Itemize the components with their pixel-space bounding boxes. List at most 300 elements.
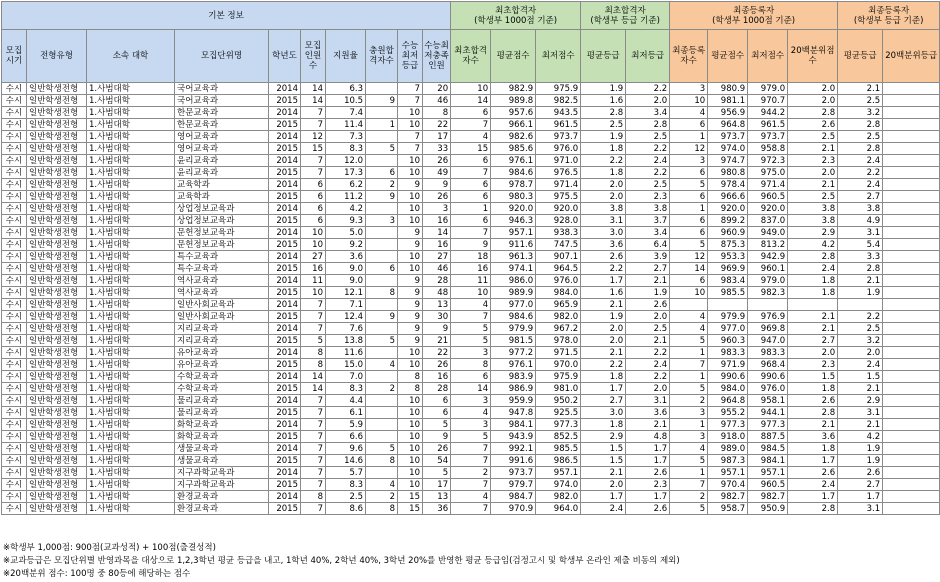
table-cell: 2.3 — [626, 479, 670, 491]
table-cell: 10 — [398, 167, 423, 179]
table-cell: 수시 — [2, 431, 27, 443]
table-cell — [883, 143, 940, 155]
table-cell: 2.6 — [581, 251, 626, 263]
table-cell: 16 — [423, 371, 451, 383]
column-header: 20백분위등급 — [883, 30, 940, 83]
table-cell: 수시 — [2, 491, 27, 503]
table-cell: 2.5 — [581, 119, 626, 131]
table-cell: 3.1 — [838, 227, 883, 239]
table-cell: 10 — [398, 215, 423, 227]
table-cell: 1.사범대학 — [87, 83, 175, 95]
table-cell: 7 — [398, 131, 423, 143]
table-cell: 2.8 — [788, 407, 838, 419]
table-cell: 7.0 — [326, 371, 366, 383]
table-cell — [883, 215, 940, 227]
table-cell — [883, 323, 940, 335]
table-cell: 2015 — [269, 215, 301, 227]
table-cell: 943.9 — [491, 431, 536, 443]
column-header: 20백분위점수 — [788, 30, 838, 83]
footnote-percentile: ※20백분위 점수: 100명 중 80등에 해당하는 점수 — [3, 569, 191, 579]
table-cell: 4 — [670, 107, 708, 119]
table-cell: 수시 — [2, 383, 27, 395]
table-cell: 일반학생전형 — [27, 203, 87, 215]
table-cell: 967.2 — [536, 323, 581, 335]
table-cell: 1.사범대학 — [87, 335, 175, 347]
table-cell: 7 — [301, 311, 326, 323]
table-cell: 907.1 — [536, 251, 581, 263]
table-cell: 2015 — [269, 287, 301, 299]
table-cell: 1.8 — [788, 443, 838, 455]
table-cell: 6 — [423, 395, 451, 407]
table-cell: 1.사범대학 — [87, 455, 175, 467]
column-header: 소속 대학 — [87, 30, 175, 83]
column-header: 평균점수 — [491, 30, 536, 83]
column-header: 최저점수 — [748, 30, 788, 83]
table-cell — [788, 299, 838, 311]
table-row — [2, 323, 940, 335]
table-cell: 2.1 — [626, 335, 670, 347]
table-cell: 2.5 — [626, 323, 670, 335]
table-cell: 1 — [670, 419, 708, 431]
table-cell: 10 — [398, 191, 423, 203]
table-cell: 3.8 — [581, 203, 626, 215]
table-cell: 일반학생전형 — [27, 227, 87, 239]
table-cell: 1.사범대학 — [87, 215, 175, 227]
table-cell: 2014 — [269, 395, 301, 407]
table-cell: 971.9 — [708, 359, 748, 371]
table-cell: 일반학생전형 — [27, 455, 87, 467]
table-cell: 975.5 — [536, 191, 581, 203]
table-cell: 1 — [451, 203, 491, 215]
group-enrolled-grade: 최종등록자 (학생부 등급 기준) — [838, 2, 940, 30]
table-cell: 7.3 — [326, 131, 366, 143]
table-cell: 9.2 — [326, 239, 366, 251]
table-cell — [366, 323, 398, 335]
table-cell: 981.1 — [708, 95, 748, 107]
table-cell: 2.3 — [788, 155, 838, 167]
table-cell: 2.7 — [838, 191, 883, 203]
table-cell: 3.6 — [788, 431, 838, 443]
table-cell: 2.6 — [788, 119, 838, 131]
table-cell: 1.7 — [838, 491, 883, 503]
table-cell — [883, 395, 940, 407]
table-cell: 11 — [451, 275, 491, 287]
table-cell: 1.7 — [788, 455, 838, 467]
table-cell: 물리교육과 — [175, 395, 269, 407]
table-cell: 5 — [670, 239, 708, 251]
table-cell: 6 — [451, 155, 491, 167]
table-cell: 17 — [423, 479, 451, 491]
table-cell: 3 — [451, 347, 491, 359]
table-cell: 1.사범대학 — [87, 323, 175, 335]
table-cell: 7 — [301, 443, 326, 455]
table-cell — [366, 419, 398, 431]
table-cell: 977.3 — [536, 419, 581, 431]
table-cell — [883, 299, 940, 311]
table-cell: 일반학생전형 — [27, 335, 87, 347]
table-cell: 3 — [423, 203, 451, 215]
table-cell: 9 — [398, 239, 423, 251]
table-cell — [883, 455, 940, 467]
table-row — [2, 179, 940, 191]
table-cell: 1.7 — [581, 491, 626, 503]
table-cell: 960.5 — [748, 479, 788, 491]
table-cell: 6 — [670, 119, 708, 131]
table-cell: 6 — [301, 191, 326, 203]
table-cell: 2.3 — [626, 191, 670, 203]
table-row — [2, 455, 940, 467]
column-header: 평균점수 — [708, 30, 748, 83]
table-row — [2, 263, 940, 275]
table-cell — [883, 371, 940, 383]
table-cell: 영어교육과 — [175, 143, 269, 155]
table-cell: 979.0 — [748, 275, 788, 287]
table-cell: 2015 — [269, 383, 301, 395]
table-cell: 1.6 — [581, 287, 626, 299]
table-cell: 7 — [301, 419, 326, 431]
table-cell: 1 — [670, 347, 708, 359]
table-cell: 2.7 — [581, 395, 626, 407]
table-cell: 화학교육과 — [175, 431, 269, 443]
table-cell: 6 — [366, 263, 398, 275]
table-cell: 956.9 — [708, 107, 748, 119]
table-cell: 2015 — [269, 359, 301, 371]
column-header: 모집시기 — [2, 30, 27, 83]
table-cell: 2.0 — [838, 347, 883, 359]
table-cell: 984.0 — [536, 287, 581, 299]
table-cell: 2.1 — [788, 311, 838, 323]
table-cell: 2.8 — [788, 251, 838, 263]
table-cell: 989.8 — [491, 95, 536, 107]
table-cell: 983.3 — [748, 347, 788, 359]
table-cell: 수시 — [2, 299, 27, 311]
table-cell: 1.9 — [838, 455, 883, 467]
table-cell: 16 — [451, 263, 491, 275]
table-cell: 2.1 — [581, 299, 626, 311]
table-cell: 5 — [366, 143, 398, 155]
table-cell: 12 — [670, 143, 708, 155]
table-cell: 985.5 — [536, 443, 581, 455]
table-cell: 2.5 — [838, 95, 883, 107]
table-cell: 8 — [301, 347, 326, 359]
table-cell: 976.9 — [748, 311, 788, 323]
table-cell: 일반학생전형 — [27, 215, 87, 227]
table-row — [2, 275, 940, 287]
table-cell — [883, 227, 940, 239]
table-cell: 5 — [670, 335, 708, 347]
table-cell: 일반학생전형 — [27, 287, 87, 299]
table-cell: 문헌정보교육과 — [175, 227, 269, 239]
table-cell — [883, 311, 940, 323]
table-cell — [883, 383, 940, 395]
table-cell: 3.1 — [838, 503, 883, 515]
table-cell: 5 — [301, 335, 326, 347]
table-cell: 36 — [423, 503, 451, 515]
table-cell: 7 — [301, 479, 326, 491]
table-cell: 982.9 — [491, 83, 536, 95]
table-cell: 3 — [451, 395, 491, 407]
table-cell: 2015 — [269, 503, 301, 515]
table-cell — [366, 239, 398, 251]
table-row — [2, 107, 940, 119]
table-cell: 973.7 — [536, 131, 581, 143]
table-cell: 46 — [423, 263, 451, 275]
table-cell: 10 — [301, 239, 326, 251]
table-cell: 911.6 — [491, 239, 536, 251]
table-cell: 17.3 — [326, 167, 366, 179]
table-cell: 수시 — [2, 83, 27, 95]
table-cell: 3.8 — [788, 203, 838, 215]
table-cell — [883, 155, 940, 167]
table-cell: 윤리교육과 — [175, 167, 269, 179]
table-cell: 7 — [451, 119, 491, 131]
table-cell — [883, 263, 940, 275]
table-cell: 수시 — [2, 251, 27, 263]
table-cell: 949.0 — [748, 227, 788, 239]
footnote-grade: ※교과등급은 모집단위별 반영과목을 대상으로 1,2,3학년 평균 등급을 내고, 1학년 40%, 2학년 40%, 3학년 20%를 반영한 평균 등급임(검정고시 및 학생부 온라인 제출 비동의 제외) — [3, 556, 680, 566]
table-cell: 973.7 — [708, 131, 748, 143]
table-cell: 4.4 — [326, 395, 366, 407]
table-cell: 1.5 — [581, 455, 626, 467]
table-cell: 970.4 — [708, 479, 748, 491]
table-cell: 964.8 — [708, 119, 748, 131]
table-row — [2, 335, 940, 347]
table-cell: 7 — [398, 83, 423, 95]
table-cell — [883, 503, 940, 515]
table-cell: 979.0 — [748, 83, 788, 95]
table-cell: 2015 — [269, 167, 301, 179]
table-cell: 3.3 — [838, 251, 883, 263]
group-basic-info: 기본 정보 — [2, 2, 451, 30]
table-cell: 5 — [670, 455, 708, 467]
table-cell: 12.1 — [326, 287, 366, 299]
table-cell: 1.사범대학 — [87, 491, 175, 503]
table-cell: 10 — [398, 119, 423, 131]
table-cell: 1.8 — [581, 419, 626, 431]
table-cell: 4.8 — [626, 431, 670, 443]
table-cell: 14 — [670, 263, 708, 275]
table-cell: 5 — [670, 383, 708, 395]
table-row — [2, 383, 940, 395]
table-cell: 7 — [301, 167, 326, 179]
table-cell: 수시 — [2, 179, 27, 191]
table-cell: 960.1 — [748, 263, 788, 275]
table-cell: 3.1 — [626, 395, 670, 407]
table-cell: 2.7 — [626, 263, 670, 275]
table-cell — [366, 131, 398, 143]
table-cell: 9 — [398, 275, 423, 287]
table-cell: 990.6 — [748, 371, 788, 383]
table-cell: 2.2 — [838, 311, 883, 323]
table-cell: 3.8 — [626, 203, 670, 215]
table-cell: 2.6 — [838, 467, 883, 479]
table-cell: 3.8 — [788, 215, 838, 227]
table-cell: 2.8 — [581, 107, 626, 119]
table-cell: 1.9 — [581, 131, 626, 143]
table-cell: 2.8 — [788, 107, 838, 119]
table-cell: 989.9 — [491, 287, 536, 299]
table-cell: 1.7 — [626, 443, 670, 455]
table-cell: 5.7 — [326, 467, 366, 479]
table-cell: 2.2 — [626, 83, 670, 95]
table-cell: 10 — [451, 83, 491, 95]
column-header: 최초합격자수 — [451, 30, 491, 83]
table-cell: 1.7 — [626, 455, 670, 467]
table-cell: 26 — [423, 443, 451, 455]
table-cell: 1.9 — [838, 443, 883, 455]
table-cell: 일반학생전형 — [27, 263, 87, 275]
table-cell: 수시 — [2, 263, 27, 275]
table-row — [2, 143, 940, 155]
table-cell: 9.0 — [326, 263, 366, 275]
table-cell: 1.사범대학 — [87, 467, 175, 479]
table-cell: 970.0 — [536, 359, 581, 371]
table-cell: 13 — [423, 491, 451, 503]
table-cell: 3.1 — [581, 215, 626, 227]
table-cell: 2.2 — [581, 263, 626, 275]
table-cell: 9.0 — [326, 275, 366, 287]
table-cell: 7 — [301, 503, 326, 515]
table-cell — [883, 107, 940, 119]
table-cell: 20 — [423, 83, 451, 95]
table-cell: 953.3 — [708, 251, 748, 263]
table-cell: 1.사범대학 — [87, 191, 175, 203]
table-cell: 1.6 — [581, 95, 626, 107]
table-cell: 6 — [451, 191, 491, 203]
table-cell: 3.2 — [838, 107, 883, 119]
table-cell: 947.0 — [748, 335, 788, 347]
table-cell: 1.사범대학 — [87, 275, 175, 287]
table-cell: 일반학생전형 — [27, 503, 87, 515]
table-cell: 일반학생전형 — [27, 323, 87, 335]
table-cell: 1.사범대학 — [87, 503, 175, 515]
table-cell: 수시 — [2, 479, 27, 491]
table-cell — [883, 191, 940, 203]
table-cell: 2.0 — [626, 311, 670, 323]
table-cell: 976.5 — [536, 167, 581, 179]
table-cell: 지구과학교육과 — [175, 479, 269, 491]
table-cell: 976.1 — [491, 155, 536, 167]
table-cell: 10 — [398, 419, 423, 431]
table-cell: 10 — [398, 395, 423, 407]
column-header: 전형유형 — [27, 30, 87, 83]
table-cell: 971.4 — [748, 179, 788, 191]
table-cell: 일반학생전형 — [27, 311, 87, 323]
table-cell: 26 — [423, 191, 451, 203]
table-cell: 2015 — [269, 311, 301, 323]
table-cell: 982.0 — [536, 491, 581, 503]
table-cell: 3 — [366, 215, 398, 227]
table-cell: 3.7 — [626, 215, 670, 227]
table-cell: 7 — [451, 443, 491, 455]
table-cell: 984.5 — [748, 443, 788, 455]
table-cell: 2.9 — [581, 431, 626, 443]
table-cell: 1.사범대학 — [87, 227, 175, 239]
table-cell: 980.9 — [708, 83, 748, 95]
table-cell: 986.0 — [491, 275, 536, 287]
table-cell: 1.사범대학 — [87, 443, 175, 455]
table-cell: 10 — [670, 95, 708, 107]
column-header: 학년도 — [269, 30, 301, 83]
table-cell: 13 — [423, 299, 451, 311]
table-cell: 966.1 — [491, 119, 536, 131]
table-cell: 10 — [398, 407, 423, 419]
column-header: 평균등급 — [581, 30, 626, 83]
table-cell: 9 — [423, 179, 451, 191]
table-cell: 974.0 — [536, 479, 581, 491]
table-cell: 11.6 — [326, 347, 366, 359]
table-cell: 980.3 — [491, 191, 536, 203]
table-cell: 982.7 — [748, 491, 788, 503]
table-cell: 8 — [366, 455, 398, 467]
table-cell: 2.1 — [788, 323, 838, 335]
table-cell: 11 — [301, 275, 326, 287]
table-cell: 27 — [301, 251, 326, 263]
table-cell: 16 — [423, 239, 451, 251]
table-cell: 2.8 — [838, 119, 883, 131]
table-cell: 3.1 — [838, 407, 883, 419]
table-cell: 957.6 — [491, 107, 536, 119]
table-cell: 4.9 — [838, 215, 883, 227]
table-cell: 10 — [451, 287, 491, 299]
table-cell: 10 — [670, 287, 708, 299]
table-cell: 3.0 — [581, 407, 626, 419]
table-cell — [366, 395, 398, 407]
table-cell: 생물교육과 — [175, 443, 269, 455]
table-cell: 960.5 — [748, 191, 788, 203]
table-cell: 7 — [301, 407, 326, 419]
table-cell: 15 — [398, 503, 423, 515]
table-cell: 윤리교육과 — [175, 155, 269, 167]
table-cell — [883, 419, 940, 431]
table-cell: 14 — [301, 83, 326, 95]
table-cell: 일반학생전형 — [27, 167, 87, 179]
table-cell: 4 — [451, 131, 491, 143]
table-cell: 2.2 — [626, 347, 670, 359]
column-header: 지원율 — [326, 30, 366, 83]
table-cell: 환경교육과 — [175, 491, 269, 503]
table-cell: 26 — [423, 155, 451, 167]
table-cell: 959.9 — [491, 395, 536, 407]
table-cell: 1.사범대학 — [87, 251, 175, 263]
table-cell: 2.1 — [581, 467, 626, 479]
table-cell: 2014 — [269, 323, 301, 335]
table-row — [2, 83, 940, 95]
table-cell: 일반학생전형 — [27, 83, 87, 95]
table-cell: 2.6 — [626, 299, 670, 311]
table-cell: 961.5 — [536, 119, 581, 131]
table-cell: 2.4 — [788, 479, 838, 491]
table-cell: 6.1 — [326, 407, 366, 419]
table-cell: 12 — [301, 131, 326, 143]
table-cell: 화학교육과 — [175, 419, 269, 431]
table-cell: 지리교육과 — [175, 335, 269, 347]
table-cell: 한문교육과 — [175, 107, 269, 119]
table-row — [2, 479, 940, 491]
table-cell: 2.0 — [626, 383, 670, 395]
table-cell: 2 — [451, 467, 491, 479]
table-cell: 9 — [398, 299, 423, 311]
group-enrolled-1000: 최종등록자 (학생부 1000점 기준) — [670, 2, 838, 30]
table-cell: 976.0 — [536, 143, 581, 155]
table-cell: 2015 — [269, 407, 301, 419]
table-cell — [883, 431, 940, 443]
table-cell: 7 — [301, 467, 326, 479]
table-cell: 2014 — [269, 443, 301, 455]
table-cell: 7 — [301, 107, 326, 119]
table-cell: 938.3 — [536, 227, 581, 239]
table-cell: 7 — [301, 395, 326, 407]
